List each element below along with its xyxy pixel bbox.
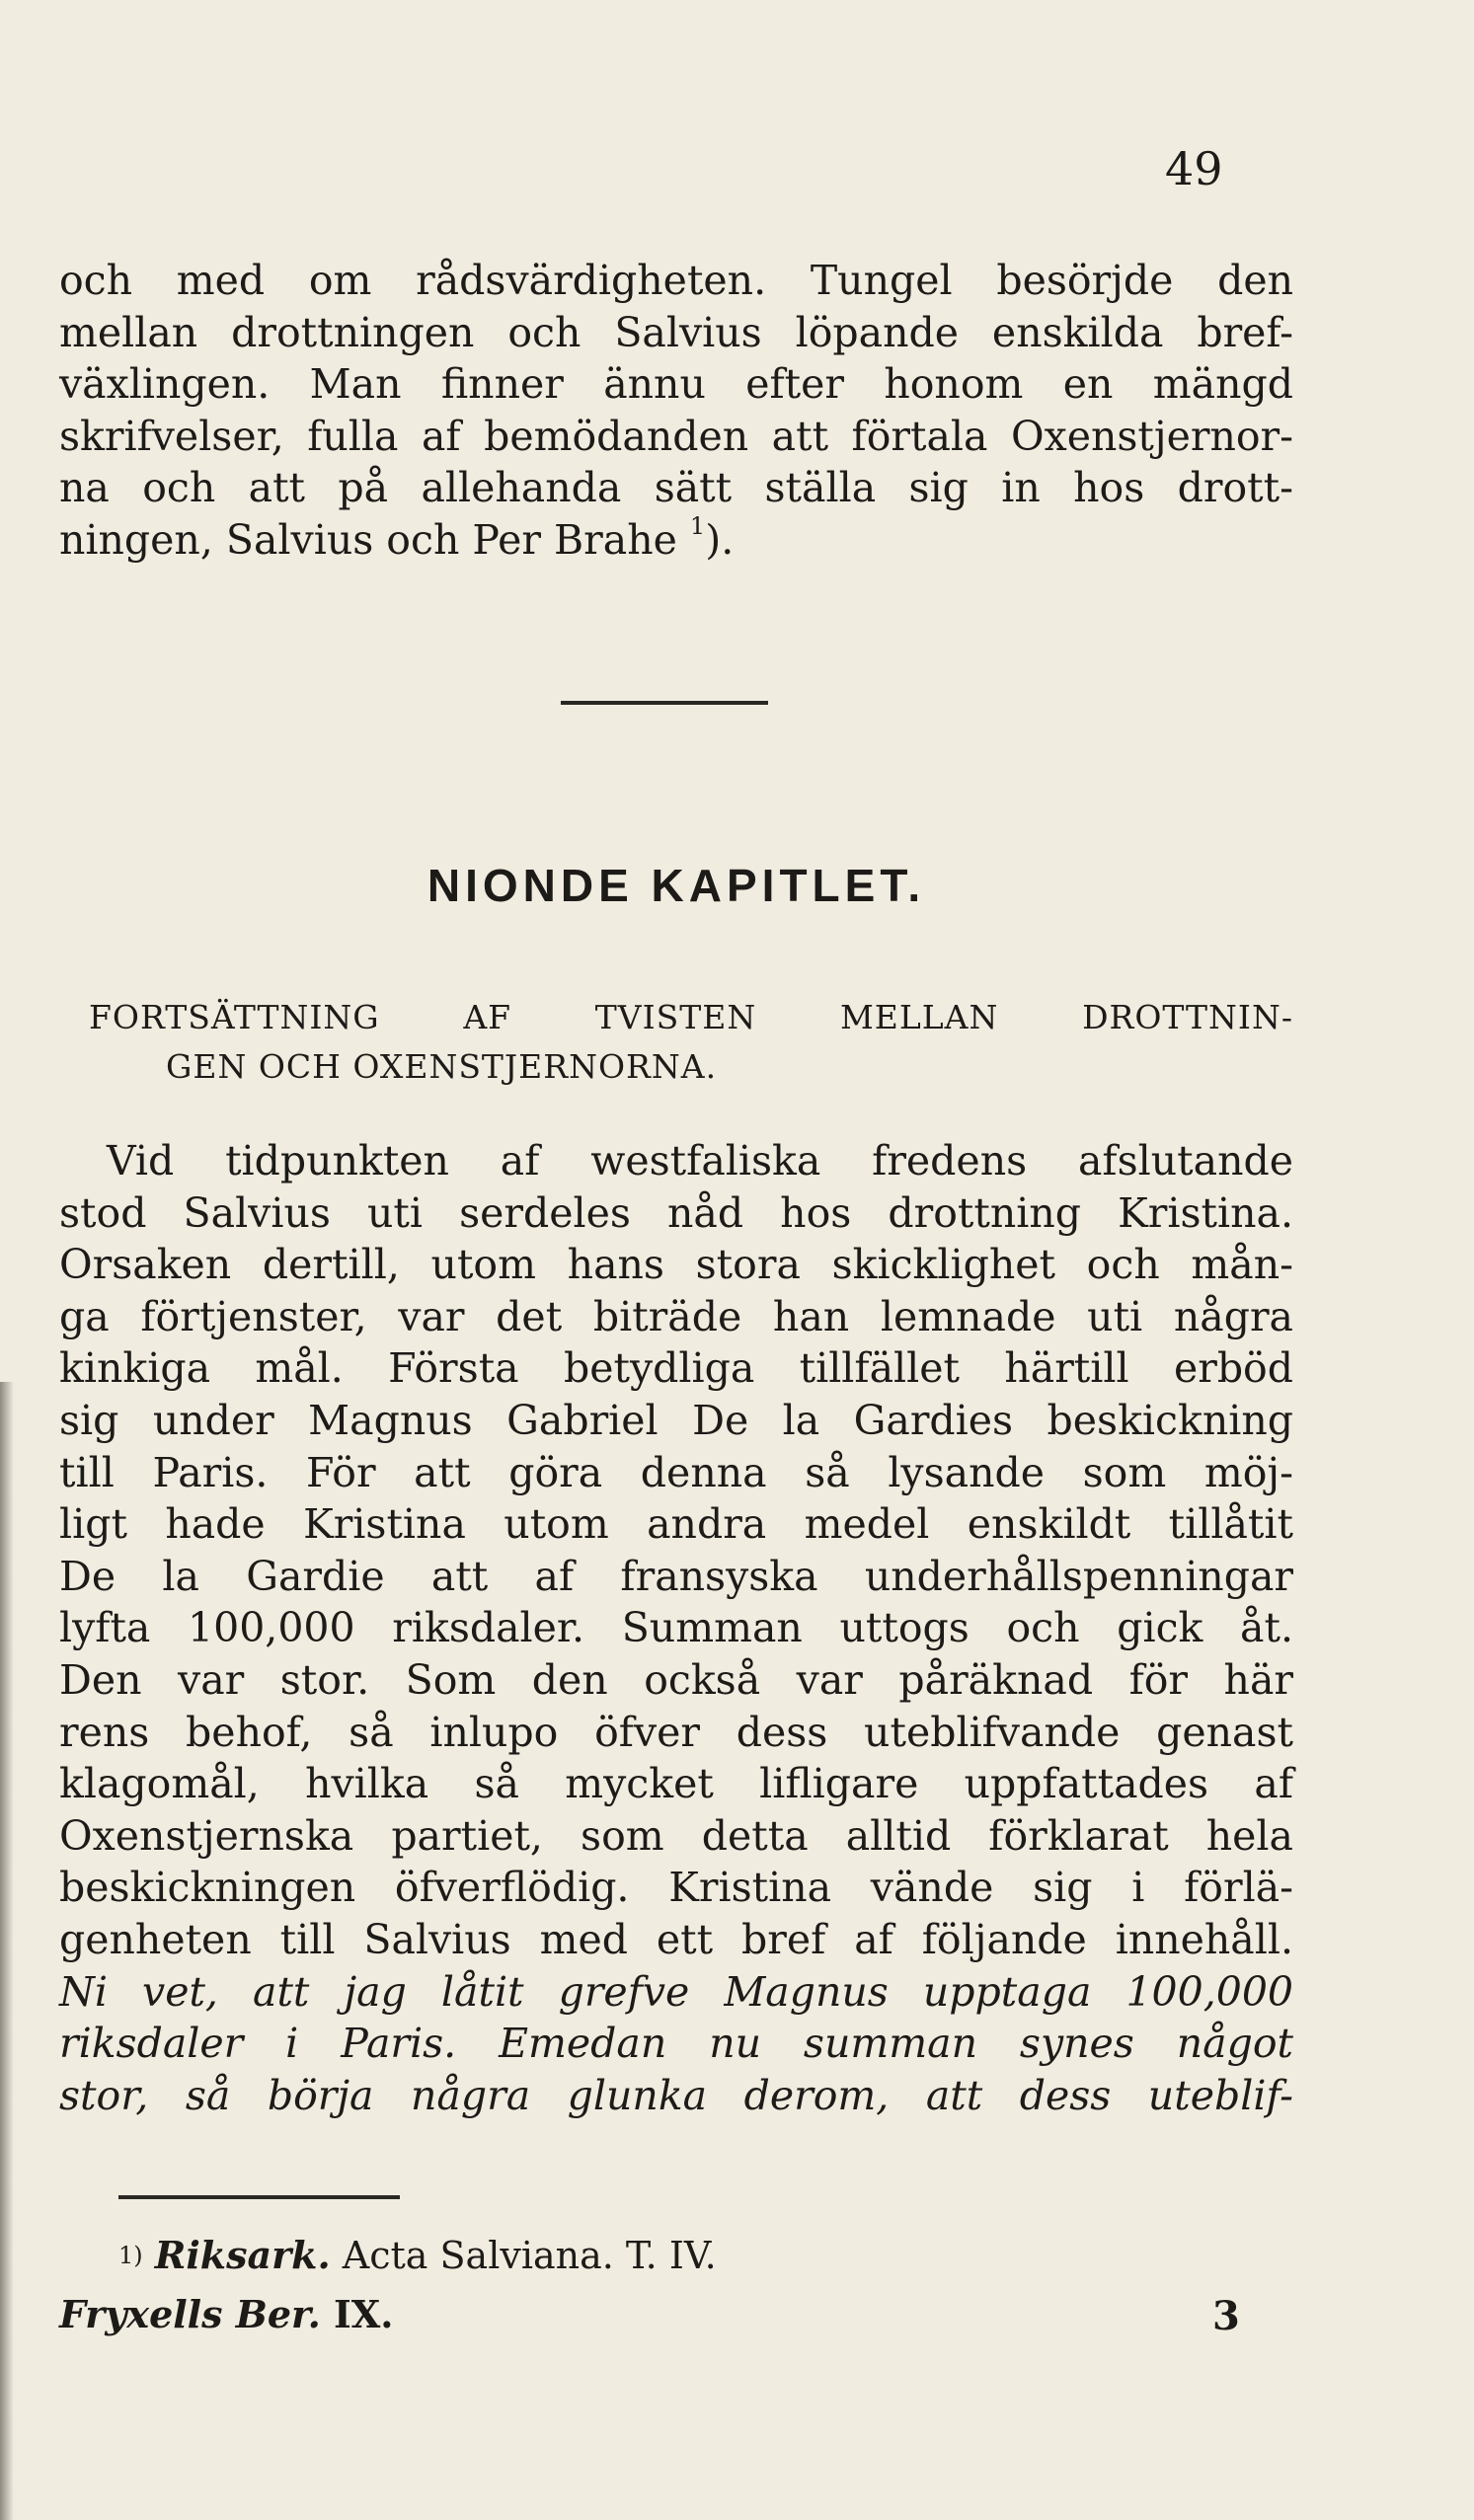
text-line: kinkiga mål. Första betydliga tillfället härtill erböd (59, 1344, 1293, 1393)
chapter-title: NIONDE KAPITLET. (427, 860, 926, 911)
page-number: 49 (1165, 142, 1223, 195)
footnote-mark: 1) (118, 2242, 143, 2269)
subtitle-line: FORTSÄTTNING AF TVISTEN MELLAN DROTTNIN- (89, 998, 1293, 1036)
printer-signature (59, 2290, 394, 2339)
text-line: skrifvelser, fulla af bemödanden att förtala Oxenstjernor- (59, 412, 1293, 460)
text-span: ningen, Salvius och Per Brahe (59, 515, 677, 564)
text-line: växlingen. Man finner ännu efter honom en mängd (59, 360, 1293, 409)
text-line: klagomål, hvilka så mycket lifligare uppfattades af (59, 1760, 1293, 1808)
signature-name: Fryxells Ber. (59, 2292, 321, 2336)
text-line: Vid tidpunkten af westfaliska fredens afslutande (107, 1137, 1293, 1184)
text-line: sig under Magnus Gabriel De la Gardies beskickning (59, 1396, 1293, 1444)
body-paragraph (59, 1135, 1293, 2121)
text-line-last (59, 511, 1293, 567)
text-line: De la Gardie att af fransyska underhållspenningar (59, 1552, 1293, 1600)
text-line: Orsaken dertill, utom hans stora skicklighet och mån- (59, 1241, 1293, 1289)
section-divider (561, 701, 768, 705)
text-line: ligt hade Kristina utom andra medel enskildt tillåtit (59, 1500, 1293, 1549)
footnote-source: Riksark. (154, 2233, 331, 2277)
quoted-letter-line: riksdaler i Paris. Emedan nu summan synes något (59, 2020, 1293, 2068)
subtitle-line: GEN OCH OXENSTJERNORNA. (166, 1047, 718, 1086)
chapter-subtitle (89, 993, 1293, 1092)
footnote-text: Acta Salviana. T. IV. (342, 2234, 717, 2277)
text-line: mellan drottningen och Salvius löpande enskilda bref- (59, 308, 1293, 356)
footnote-divider (118, 2195, 400, 2199)
footnote (118, 2231, 717, 2280)
text-line: beskickningen öfverflödig. Kristina vände sig i förlä- (59, 1864, 1293, 1912)
scan-edge-shadow (0, 1382, 14, 2520)
text-span: ). (705, 515, 735, 564)
quoted-letter-line: stor, så börja några glunka derom, att dess uteblif- (59, 2071, 1293, 2119)
quoted-letter-line: Ni vet, att jag låtit grefve Magnus upptaga 100,000 (59, 1967, 1293, 2016)
text-line: och med om rådsvärdigheten. Tungel besörjde den (59, 257, 1293, 304)
text-line: stod Salvius uti serdeles nåd hos drottning Kristina. (59, 1188, 1293, 1237)
text-line: ga förtjenster, var det biträde han lemnade uti några (59, 1292, 1293, 1340)
footnote-reference: 1 (689, 511, 706, 540)
text-line: rens behof, så inlupo öfver dess uteblifvande genast (59, 1708, 1293, 1756)
text-line: na och att på allehanda sätt ställa sig in hos drott- (59, 464, 1293, 512)
text-line: lyfta 100,000 riksdaler. Summan uttogs och gick åt. (59, 1604, 1293, 1652)
signature-number: 3 (1212, 2293, 1240, 2339)
text-line: Den var stor. Som den också var påräknad för här (59, 1655, 1293, 1704)
top-paragraph (59, 255, 1293, 567)
text-line: till Paris. För att göra denna så lysande som möj- (59, 1448, 1293, 1496)
text-line: Oxenstjernska partiet, som detta alltid förklarat hela (59, 1811, 1293, 1860)
signature-volume: IX. (334, 2292, 394, 2336)
text-line: genheten till Salvius med ett bref af följande innehåll. (59, 1915, 1293, 1963)
